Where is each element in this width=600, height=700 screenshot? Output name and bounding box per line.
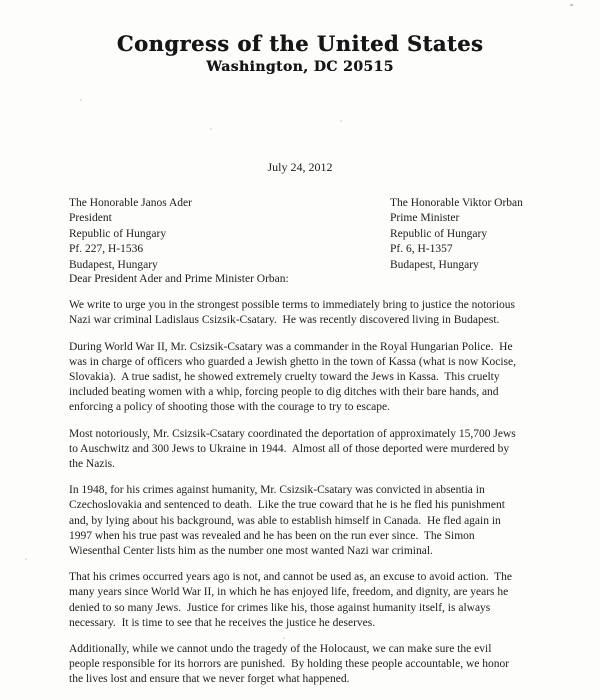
paragraph-conviction	[69, 483, 555, 559]
body-line: Czechoslovakia and sentenced to death. Like the true coward that he is he fled his punishment	[69, 499, 505, 512]
paragraph-justice	[69, 570, 555, 631]
recipient-city: Budapest, Hungary	[69, 258, 158, 271]
recipient-postbox: Pf. 6, H-1357	[390, 243, 453, 256]
body-line: Wiesenthal Center lists him as the number one most wanted Nazi war criminal.	[69, 545, 433, 558]
recipient-title: Prime Minister	[390, 212, 460, 225]
scan-speck	[340, 120, 342, 122]
body-line: Nazi war criminal Ladislaus Csizsik-Csatary. He was recently discovered living in Budapest.	[69, 314, 500, 327]
body-line: During World War II, Mr. Csizsik-Csatary was a commander in the Royal Hungarian Police. He	[69, 340, 513, 353]
body-line: people responsible for its horrors are punished. By holding these people accountable, we honor	[69, 658, 510, 671]
recipient-title: President	[69, 212, 112, 225]
scan-speck	[210, 128, 212, 130]
letterhead-subtitle: Washington, DC 20515	[206, 59, 394, 75]
recipient-address-right	[390, 196, 523, 273]
recipient-address-left	[69, 196, 192, 273]
body-line: We write to urge you in the strongest possible terms to immediately bring to justice the notorious	[69, 299, 516, 312]
body-line: Most notoriously, Mr. Csizsik-Csatary coordinated the deportation of approximately 15,700 Jews	[69, 427, 516, 440]
salutation: Dear President Ader and Prime Minister Orban:	[69, 273, 289, 285]
body-line: denied to so many Jews. Justice for crimes like his, those against humanity itself, is always	[69, 601, 491, 614]
body-line: included beating women with a whip, forcing people to dig ditches with their bare hands, and	[69, 386, 499, 399]
body-line: to Auschwitz and 300 Jews to Ukraine in 1944. Almost all of those deported were murdered by	[69, 442, 510, 455]
body-line: and, by lying about his background, was able to establish himself in Canada. He fled again in	[69, 514, 501, 527]
letterhead	[0, 31, 600, 75]
body-line: necessary. It is time to see that he receives the justice he deserves.	[69, 616, 376, 629]
recipient-name: The Honorable Janos Ader	[69, 197, 192, 209]
scan-speck	[25, 558, 27, 560]
recipient-city: Budapest, Hungary	[390, 258, 479, 271]
recipient-postbox: Pf. 227, H-1536	[69, 243, 144, 256]
body-line: many years since World War II, in which he has enjoyed life, freedom, and dignity, are years he	[69, 586, 509, 599]
recipient-country: Republic of Hungary	[390, 227, 488, 240]
letter-date: July 24, 2012	[267, 160, 333, 174]
scan-speck	[80, 99, 82, 101]
recipient-name: The Honorable Viktor Orban	[390, 197, 523, 209]
scan-speck	[570, 4, 573, 6]
paragraph-holocaust-accountability	[69, 642, 555, 688]
body-line: was in charge of officers who guarded a Jewish ghetto in the town of Kassa (what is now Kocise,	[69, 355, 517, 368]
body-line: That his crimes occurred years ago is not, and cannot be used as, an excuse to avoid action. The	[69, 571, 513, 584]
recipient-country: Republic of Hungary	[69, 227, 167, 240]
paragraph-wwii-crimes	[69, 340, 555, 416]
body-line: the lives lost and ensure that we never forget what happened.	[69, 673, 350, 686]
body-line: the Nazis.	[69, 458, 115, 471]
paragraph-deportation	[69, 427, 555, 473]
letterhead-title: Congress of the United States	[116, 31, 484, 56]
body-line: Slovakia). A true sadist, he showed extremely cruelty toward the Jews in Kassa. This cruelty	[69, 371, 500, 384]
body-line: Additionally, while we cannot undo the tragedy of the Holocaust, we can make sure the evil	[69, 643, 492, 656]
body-line: In 1948, for his crimes against humanity, Mr. Csizsik-Csatary was convicted in absentia in	[69, 484, 485, 497]
body-line: enforcing a policy of shooting those with the courage to try to escape.	[69, 401, 390, 414]
letter-body	[69, 272, 555, 688]
body-line: 1997 when his true past was revealed and he has been on the run ever since. The Simon	[69, 529, 475, 542]
scan-speck	[283, 637, 285, 639]
paragraph-intro	[69, 298, 555, 328]
